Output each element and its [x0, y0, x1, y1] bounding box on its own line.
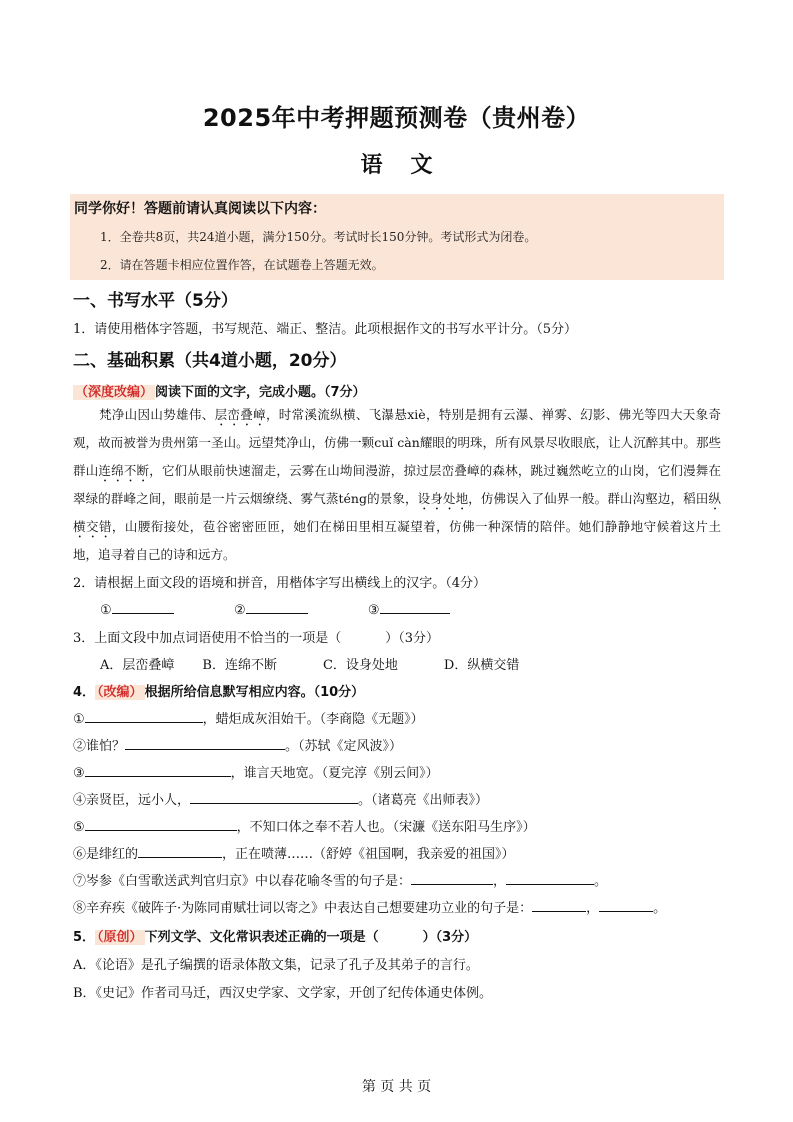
- option-b: B．连绵不断: [202, 658, 277, 673]
- question-3-score: ）（3分）: [385, 631, 440, 646]
- question-4-tag: （改编）: [97, 685, 143, 700]
- dictation-item-3: [73, 762, 439, 781]
- page-footer: 第 页 共 页: [361, 1079, 432, 1095]
- question-4-number: 4．: [73, 685, 96, 700]
- question-5-tag: （原创）: [97, 930, 143, 945]
- dictation-pre-2: ②谁怕？: [73, 739, 126, 754]
- dictation-pre-1: ①: [73, 712, 85, 727]
- section-1-heading: 一、书写水平（5分）: [73, 291, 238, 311]
- reading-group-heading: [73, 381, 366, 400]
- option-d: D．纵横交错: [443, 658, 520, 673]
- option-c: C．设身处地: [322, 658, 398, 673]
- dictation-post-1: ，蜡炬成灰泪始干。（李商隐《无题》）: [202, 712, 424, 727]
- question-4-heading: [73, 681, 364, 700]
- question-1: 1．请使用楷体字答题，书写规范、端正、整洁。此项根据作文的书写水平计分。（5分）: [73, 322, 578, 337]
- notice-item-2: 2．请在答题卡相应位置作答，在试题卷上答题无效。: [100, 258, 384, 272]
- passage-text-1: 梵净山因山势雄伟、: [99, 407, 215, 422]
- question-3: [73, 627, 439, 646]
- dictation-mid-7: ，: [493, 874, 507, 889]
- blank-label-3: ③: [367, 603, 380, 618]
- question-5-option-a: A．《论语》是孔子编撰的语录体散文集，记录了孔子及其弟子的言行。: [73, 958, 479, 973]
- section-2-heading: 二、基础积累（共4道小题，20分）: [73, 351, 347, 371]
- dictation-blank-2[interactable]: [125, 735, 285, 750]
- dictation-item-2: [73, 735, 402, 754]
- dictation-blank-5[interactable]: [85, 816, 237, 831]
- dictation-item-5: [73, 816, 536, 835]
- passage-text-4: ，仿佛误入了仙界一般。群山沟壑边，稻田: [468, 490, 709, 506]
- dotted-word-4: 纵横交错: [73, 490, 721, 534]
- dictation-blank-8a[interactable]: [532, 897, 586, 912]
- page-title: 2025年中考押题预测卷（贵州卷）: [202, 104, 591, 132]
- question-5-text: 下列文学、文化常识表述正确的一项是（: [144, 930, 379, 945]
- notice-heading: 同学你好！答题前请认真阅读以下内容：: [74, 201, 326, 217]
- question-5-score: ）（3分）: [422, 930, 478, 945]
- dictation-post-2: 。（苏轼《定风波》）: [285, 739, 403, 754]
- dictation-post-4: 。（诸葛亮《出师表》）: [358, 793, 489, 808]
- dictation-post-5: ，不知口体之奉不若人也。（宋濂《送东阳马生序》）: [236, 820, 536, 835]
- dictation-blank-7b[interactable]: [506, 870, 594, 885]
- passage-text-3: ，它们从眼前快速溜走，云雾在山坳间漫游，掠过层峦叠嶂的森林，跳过巍然屹立的山岗，它们漫舞在翠绿的群峰之间，眼前是一片云烟缭绕、雾气蒸téng的景象，: [73, 462, 721, 506]
- dictation-post-8: 。: [653, 901, 667, 916]
- blank-label-1: ①: [100, 603, 112, 618]
- question-2: 2．请根据上面文段的语境和拼音，用楷体字写出横线上的汉字。（4分）: [73, 576, 487, 591]
- dictation-item-1: [73, 708, 424, 727]
- dictation-pre-3: ③: [73, 766, 85, 781]
- answer-blank-3[interactable]: [380, 599, 450, 614]
- dictation-blank-4[interactable]: [190, 789, 358, 804]
- passage-text-5: ，山腰衔接处，苞谷密密匝匝，她们在梯田里相互凝望着，仿佛一种深情的陪伴。她们静静地守候着这片土地，追寻着自己的诗和远方。: [73, 518, 721, 562]
- answer-blank-2[interactable]: [246, 599, 308, 614]
- dictation-post-6: ，正在喷薄……（舒婷《祖国啊，我亲爱的祖国》）: [222, 847, 515, 862]
- dictation-pre-5: ⑤: [73, 820, 85, 835]
- reading-group-text: 阅读下面的文字，完成小题。（7分）: [155, 385, 366, 400]
- notice-item-1: 1．全卷共8页，共24道小题，满分150分。考试时长150分钟。考试形式为闭卷。: [100, 230, 537, 244]
- dictation-blank-1[interactable]: [85, 708, 203, 723]
- question-5-heading: [73, 926, 477, 945]
- question-2-blanks: [100, 599, 450, 618]
- question-5-number: 5．: [73, 930, 96, 945]
- dictation-pre-4: ④亲贤臣，远小人，: [73, 793, 191, 808]
- dictation-blank-3[interactable]: [85, 762, 231, 777]
- question-3-text: 3．上面文段中加点词语使用不恰当的一项是（: [73, 631, 342, 646]
- dotted-word-1: 层峦叠嶂: [214, 407, 266, 422]
- notice-box: [70, 194, 724, 280]
- dotted-word-3: 设身处地: [417, 490, 469, 506]
- question-3-options: [100, 654, 519, 673]
- option-a: A．层峦叠嶂: [100, 658, 175, 673]
- passage-text-2: ，时常溪流纵横、飞瀑悬xiè，特别是拥有云瀑、禅雾、幻影、佛光等四大天象奇观，故而被誉为贵州第一圣山。远望梵净山，仿佛一颗cuǐ càn耀眼的明珠，所有风景尽收眼底，让人沉醉其中。那些群山: [73, 407, 721, 478]
- dictation-item-6: [73, 843, 515, 862]
- subject-title: 语文: [360, 153, 461, 178]
- dictation-post-3: ，谁言天地宽。（夏完淳《别云间》）: [230, 766, 439, 781]
- dictation-item-7: [73, 870, 607, 889]
- dictation-blank-8b[interactable]: [599, 897, 653, 912]
- adaptation-tag: （深度改编）: [75, 385, 154, 400]
- question-5-option-b: B．《史记》作者司马迁，西汉史学家、文学家，开创了纪传体通史体例。: [73, 986, 493, 1001]
- reading-passage: [73, 401, 721, 568]
- dictation-mid-8: ，: [586, 901, 600, 916]
- answer-blank-1[interactable]: [112, 599, 174, 614]
- dictation-pre-6: ⑥是绯红的: [73, 847, 139, 862]
- dictation-item-4: [73, 789, 488, 808]
- dictation-post-7: 。: [594, 874, 608, 889]
- dictation-blank-7a[interactable]: [411, 870, 493, 885]
- blank-label-2: ②: [233, 603, 246, 618]
- dictation-item-8: [73, 897, 666, 916]
- dictation-blank-6[interactable]: [138, 843, 222, 858]
- dictation-pre-8: ⑧辛弃疾《破阵子·为陈同甫赋壮词以寄之》中表达自己想要建功立业的句子是：: [73, 901, 533, 916]
- question-4-text: 根据所给信息默写相应内容。（10分）: [144, 685, 365, 700]
- dotted-word-2: 连绵不断: [98, 462, 150, 478]
- dictation-pre-7: ⑦岑参《白雪歌送武判官归京》中以春花喻冬雪的句子是：: [73, 874, 412, 889]
